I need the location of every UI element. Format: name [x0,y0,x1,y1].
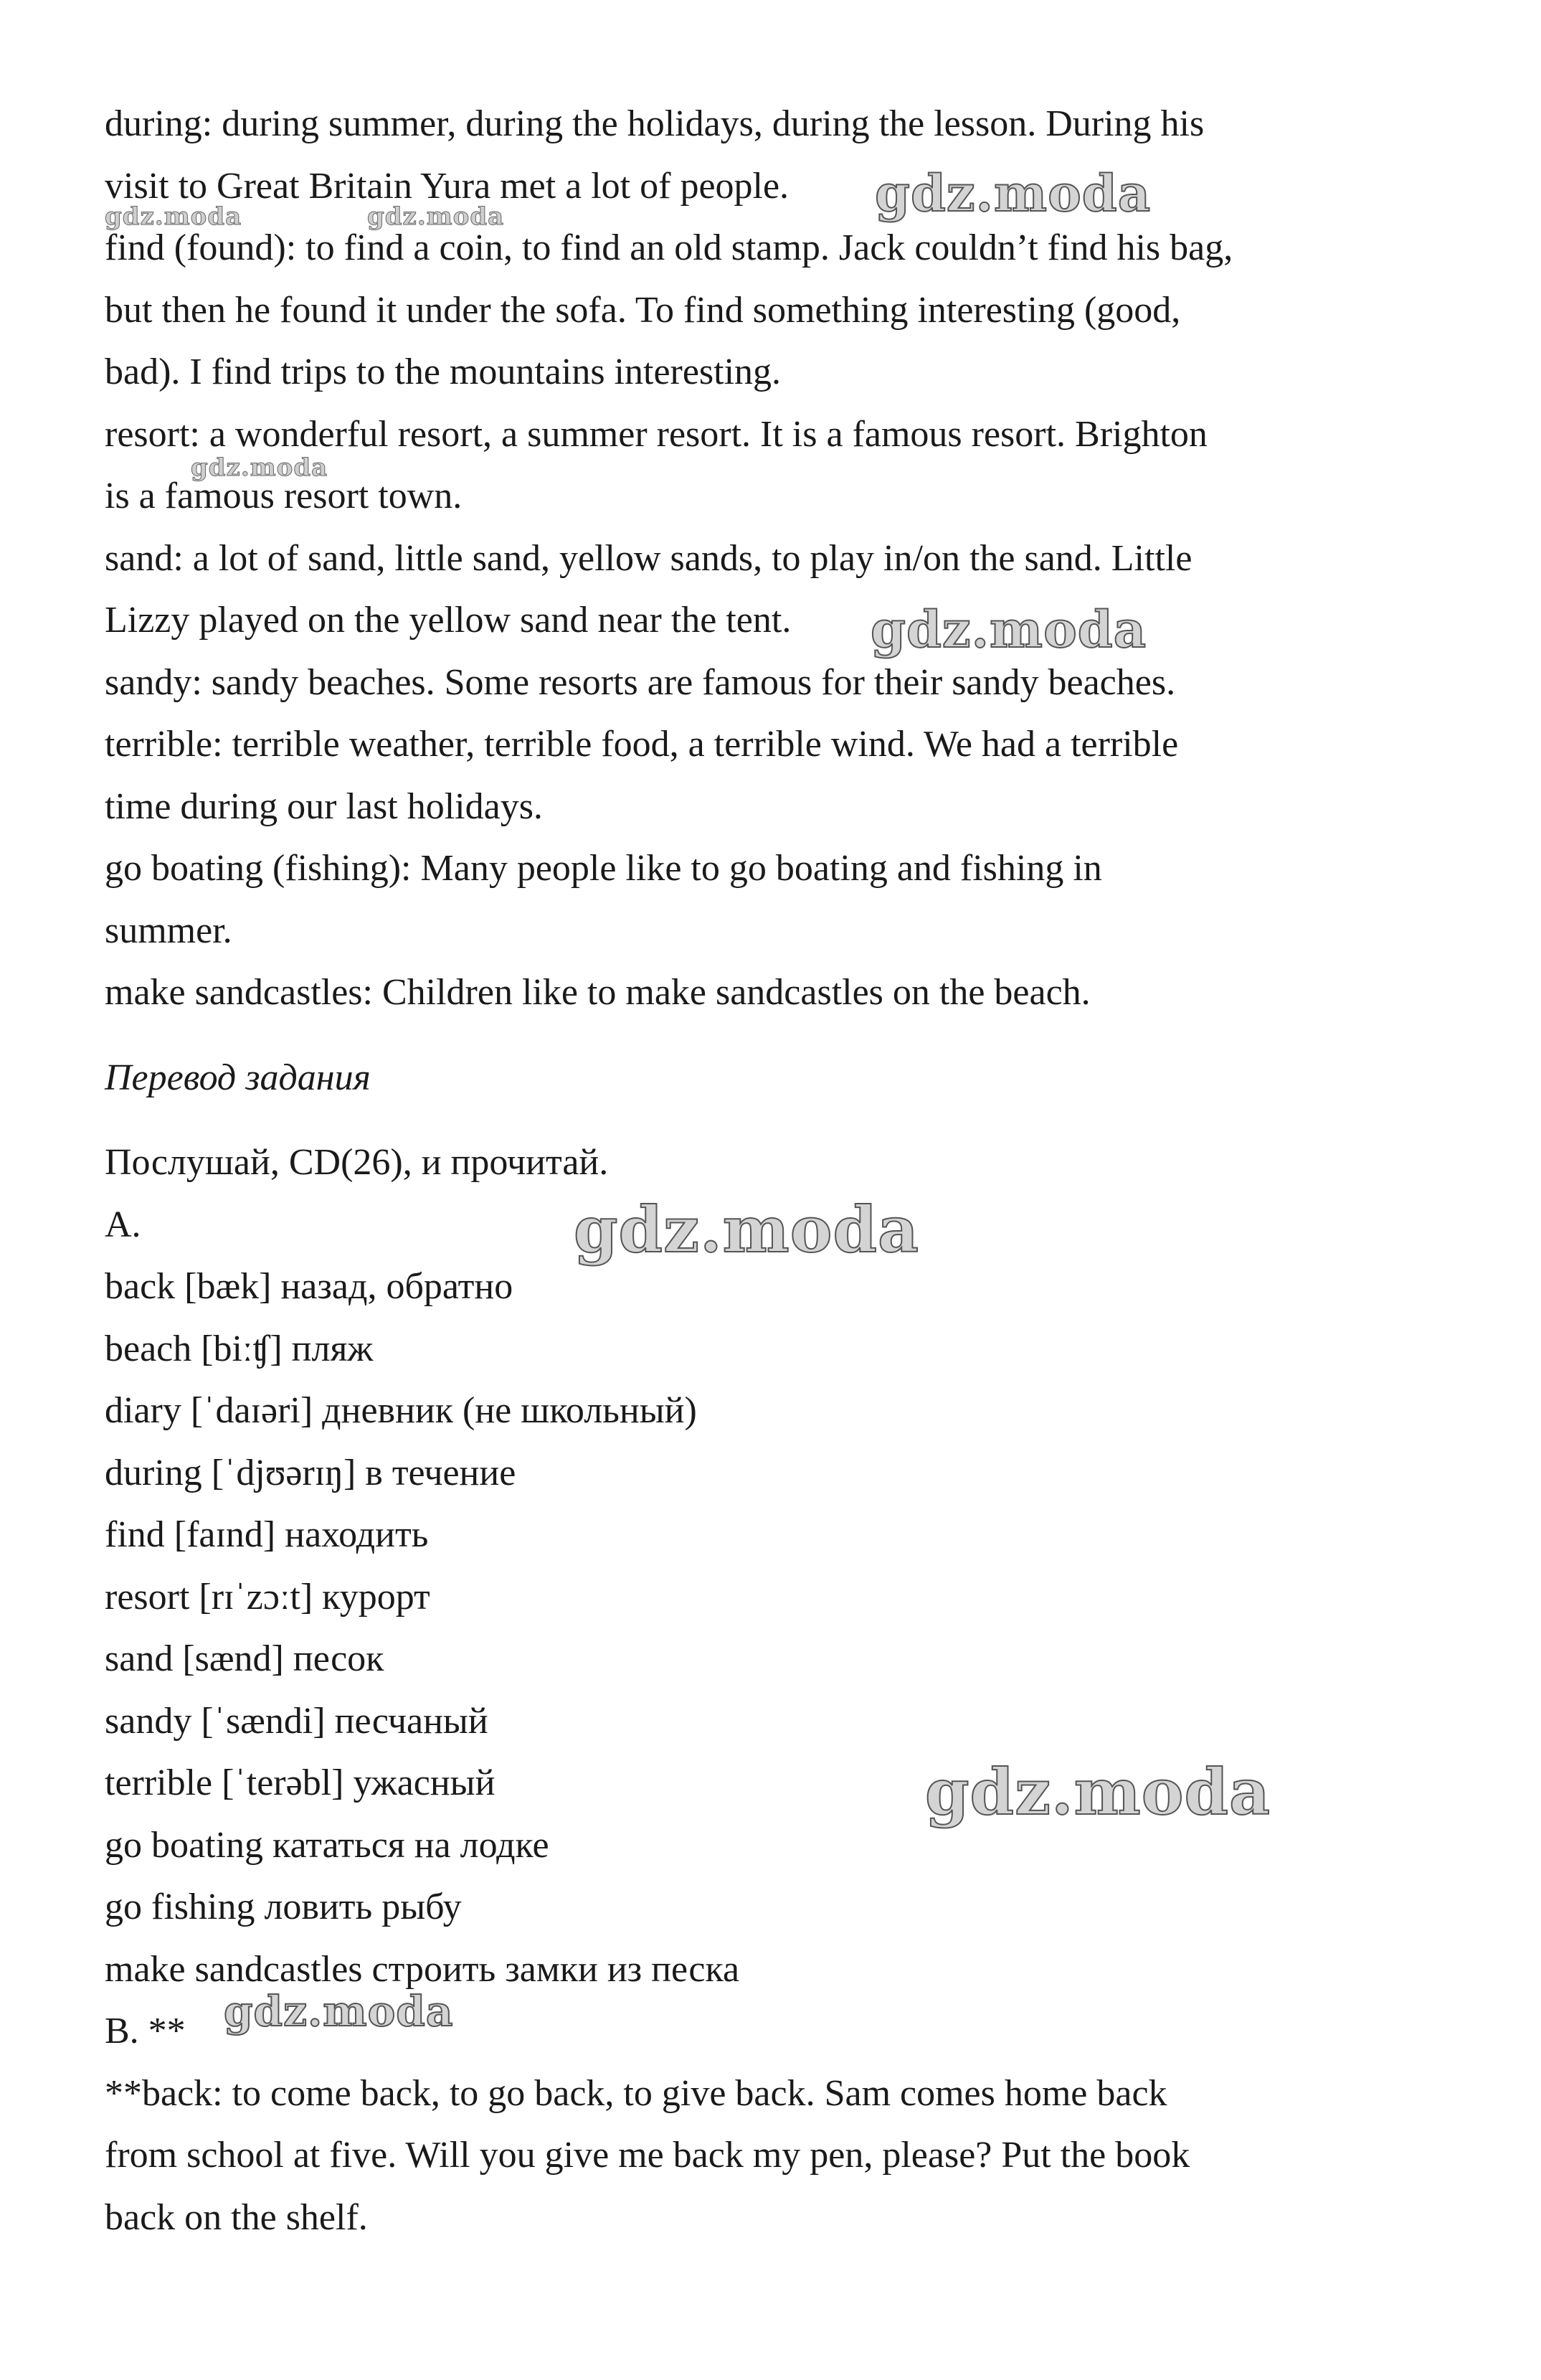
part-b-label: B. ** [105,2011,186,2051]
text-line: resort: a wonderful resort, a summer resort. It is a famous resort. Brighton [105,413,1208,455]
vocabulary-item: go boating кататься на лодке [105,1824,549,1866]
text-line: back on the shelf. [105,2196,368,2238]
vocabulary-item: resort [rɪˈzɔːt] курорт [105,1576,430,1618]
vocabulary-item: beach [biːʧ] пляж [105,1328,374,1369]
watermark-logo: gdz.moda [105,202,242,231]
watermark-logo: gdz.moda [925,1755,1271,1829]
text-line: find (found): to find a coin, to find an old stamp. Jack couldn’t find his bag, [105,227,1233,268]
text-line: go boating (fishing): Many people like to go boating and fishing in [105,848,1102,889]
text-line: is a famous resort town. [105,476,463,516]
part-a-label: A. [105,1204,141,1245]
vocabulary-item: sand [sænd] песок [105,1638,384,1679]
document-page [105,93,1446,2249]
text-line: visit to Great Britain Yura met a lot of people. [105,165,790,207]
vocabulary-item: diary [ˈdaɪəri] дневник (не школьный) [105,1390,697,1431]
text-line: **back: to come back, to go back, to give back. Sam comes home back [105,2072,1167,2114]
vocabulary-item: find [faɪnd] находить [105,1514,429,1555]
watermark-logo: gdz.moda [191,453,328,482]
text-line: sandy: sandy beaches. Some resorts are famous for their sandy beaches. [105,661,1176,703]
text-line: bad). I find trips to the mountains interesting. [105,351,782,392]
vocabulary-item: back [bæk] назад, обратно [105,1266,513,1307]
text-line: Lizzy played on the yellow sand near the tent. [105,600,792,641]
watermark-logo: gdz.moda [367,202,505,231]
watermark-logo: gdz.moda [871,600,1147,659]
text-line: but then he found it under the sofa. To find something interesting (good, [105,289,1181,331]
watermark-logo: gdz.moda [224,1987,454,2036]
text-line: during: during summer, during the holidays, during the lesson. During his [105,103,1205,144]
vocabulary-item: terrible [ˈterəbl] ужасный [105,1762,496,1803]
text-line: sand: a lot of sand, little sand, yellow sands, to play in/on the sand. Little [105,537,1193,579]
text-line: time during our last holidays. [105,785,543,827]
text-line: terrible: terrible weather, terrible food, a terrible wind. We had a terrible [105,724,1179,765]
vocabulary-item: make sandcastles строить замки из песка [105,1948,740,1990]
vocabulary-item: go fishing ловить рыбу [105,1886,462,1927]
instruction-text: Послушай, CD(26), и прочитай. [105,1142,609,1183]
vocabulary-item: during [ˈdjʊərɪŋ] в течение [105,1452,516,1493]
watermark-logo: gdz.moda [875,164,1152,223]
translation-heading: Перевод задания [105,1057,371,1098]
vocabulary-item: sandy [ˈsændi] песчаный [105,1700,488,1742]
text-line: make sandcastles: Children like to make sandcastles on the beach. [105,972,1091,1013]
watermark-logo: gdz.moda [574,1192,920,1267]
text-line: from school at five. Will you give me back my pen, please? Put the book [105,2135,1190,2176]
text-line: summer. [105,910,232,951]
